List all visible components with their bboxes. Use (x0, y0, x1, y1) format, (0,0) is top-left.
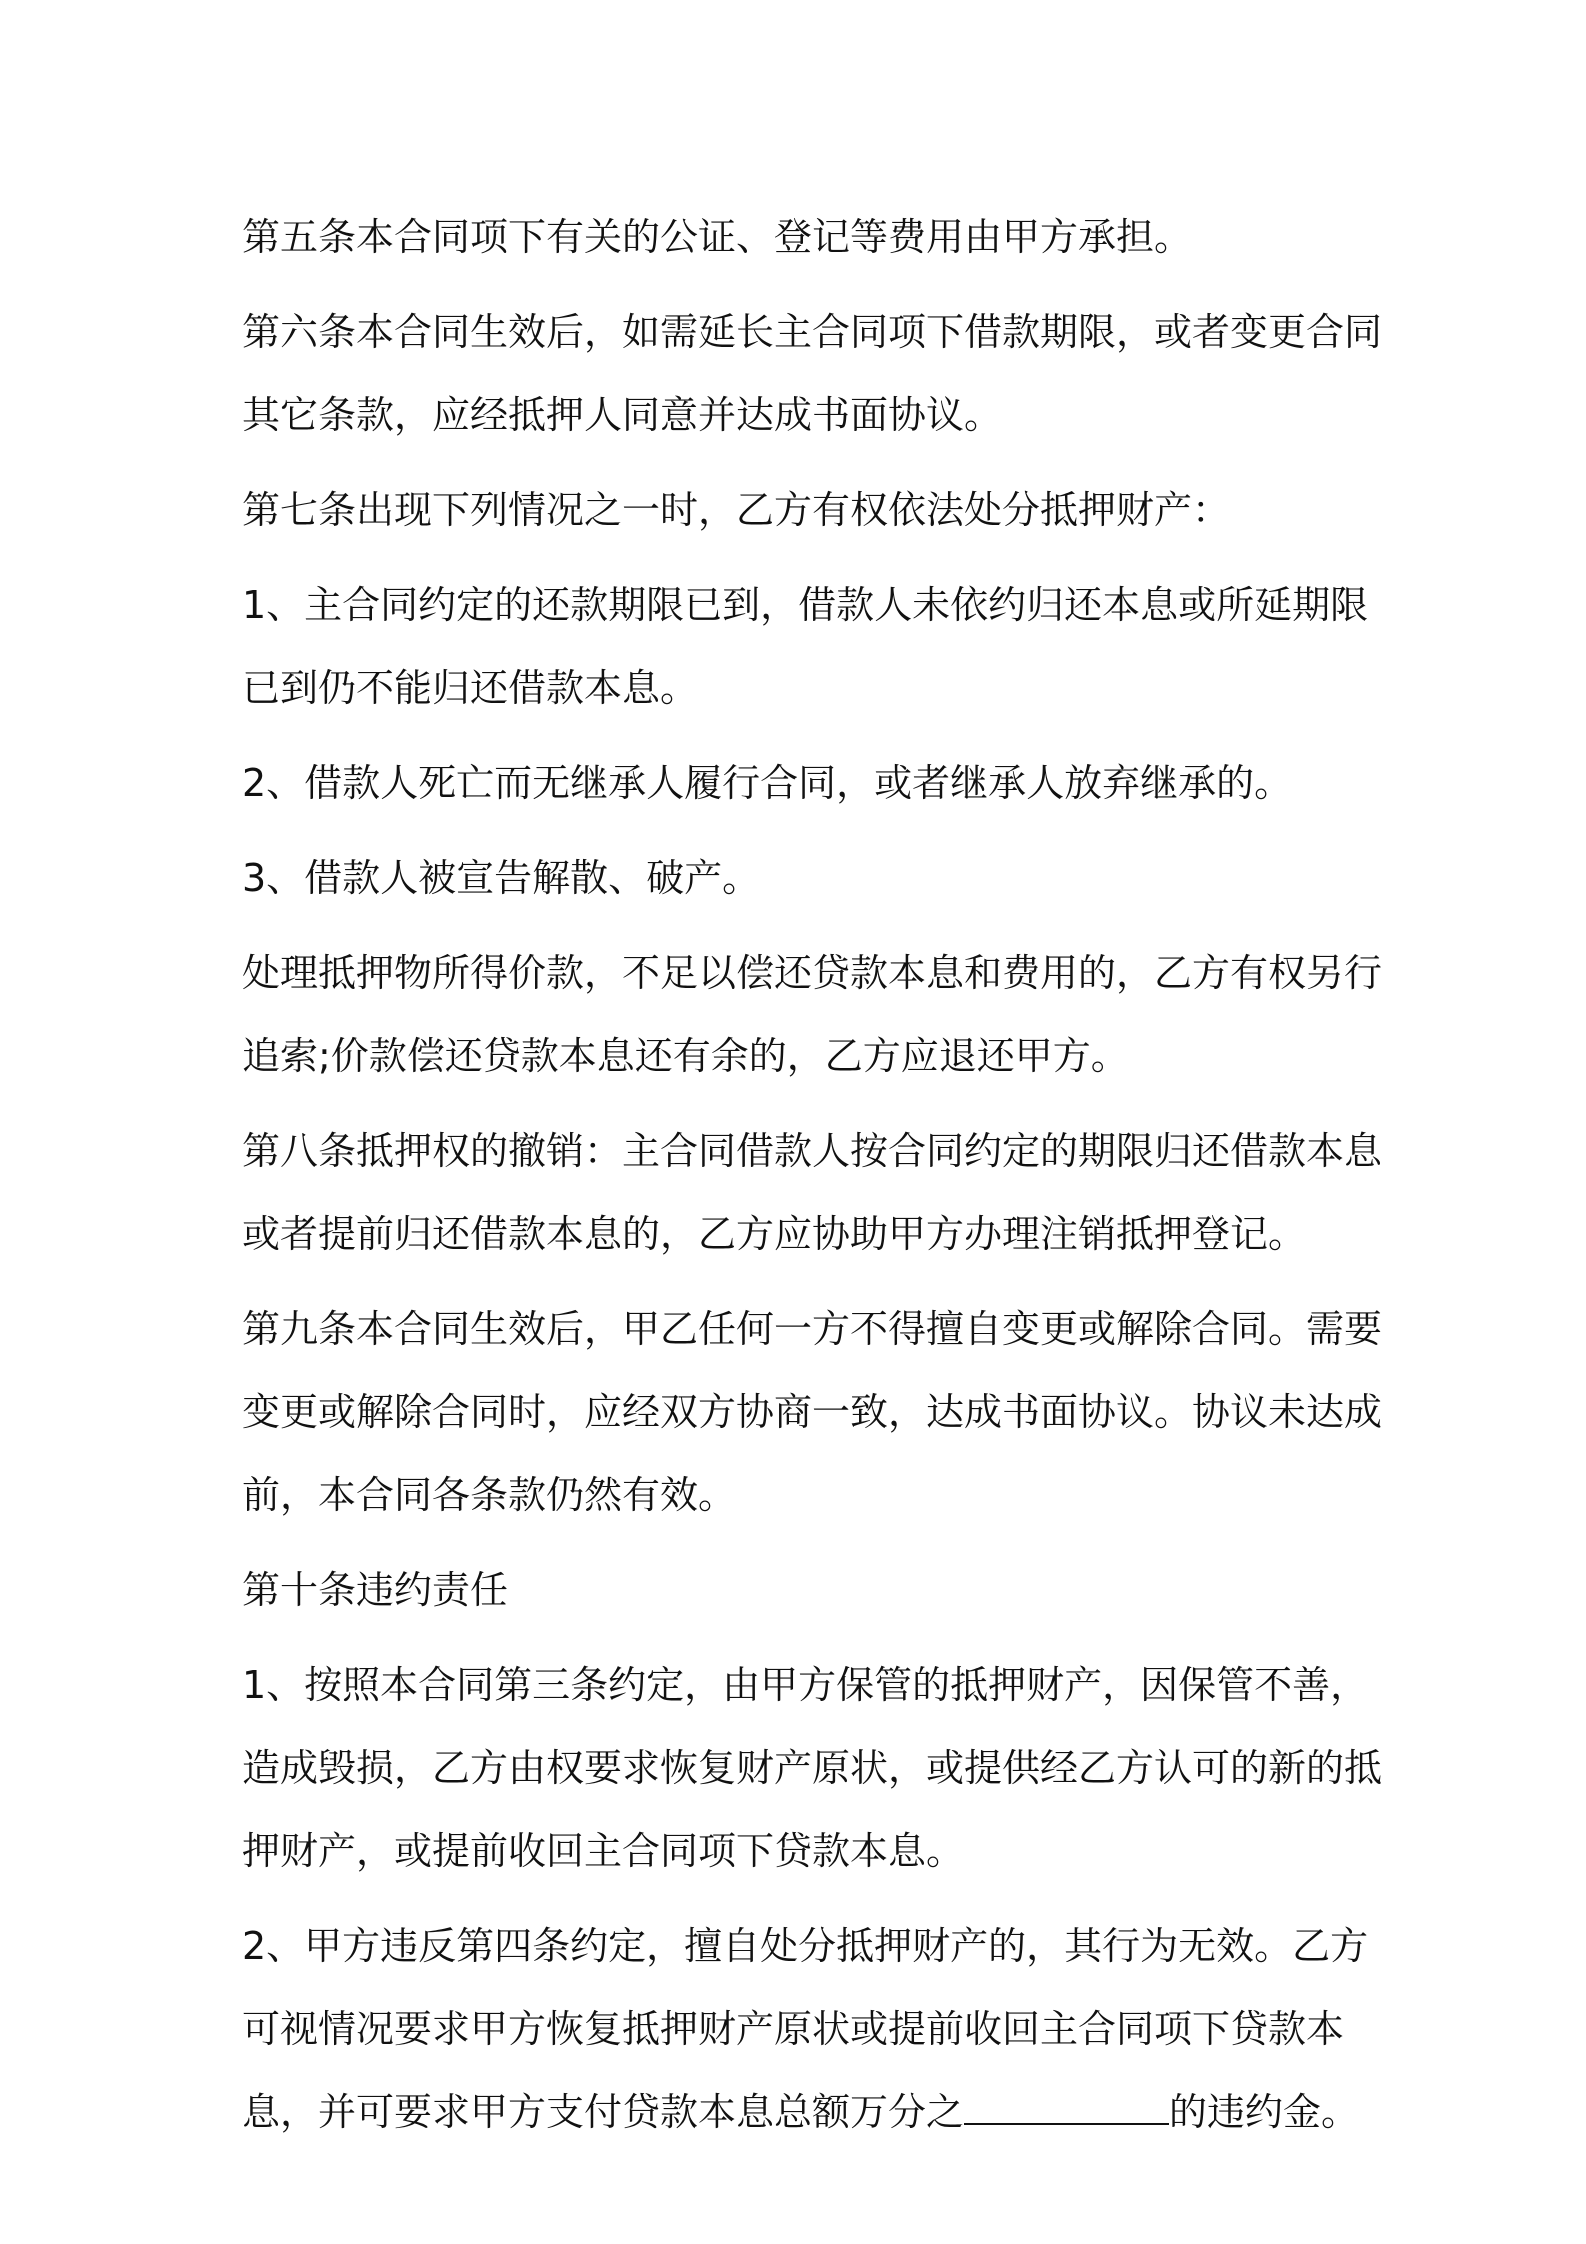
text-line: 前，本合同各条款仍然有效。 (242, 1473, 737, 1517)
article-7-item-2 (242, 742, 1362, 825)
text-line: 第八条抵押权的撤销：主合同借款人按合同约定的期限归还借款本息 (242, 1129, 1383, 1173)
article-9 (242, 1288, 1383, 1537)
text-line: 第六条本合同生效后，如需延长主合同项下借款期限，或者变更合同 (242, 310, 1383, 354)
text-line: 追索;价款偿还贷款本息还有余的，乙方应退还甲方。 (242, 1034, 1129, 1078)
article-7-proceeds (242, 932, 1383, 1098)
text-line: 或者提前归还借款本息的，乙方应协助甲方办理注销抵押登记。 (242, 1212, 1307, 1256)
text-segment: 的违约金。 (1169, 2090, 1360, 2134)
text-line: 2、借款人死亡而无继承人履行合同，或者继承人放弃继承的。 (242, 761, 1293, 805)
text-line: 处理抵押物所得价款，不足以偿还贷款本息和费用的，乙方有权另行 (242, 951, 1383, 995)
text-segment: 息，并可要求甲方支付贷款本息总额万分之 (242, 2090, 965, 2134)
text-line-with-blank (242, 2071, 1362, 2154)
text-line: 第七条出现下列情况之一时，乙方有权依法处分抵押财产： (242, 488, 1231, 532)
article-10-item-2 (242, 1905, 1369, 2154)
text-line: 3、借款人被宣告解散、破产。 (242, 856, 761, 900)
text-line: 1、主合同约定的还款期限已到，借款人未依约归还本息或所延期限 (242, 583, 1369, 627)
article-7-item-1 (242, 564, 1369, 730)
text-line: 其它条款，应经抵押人同意并达成书面协议。 (242, 393, 1003, 437)
text-line: 已到仍不能归还借款本息。 (242, 666, 699, 710)
article-10-item-1 (242, 1644, 1383, 1893)
text-line: 可视情况要求甲方恢复抵押财产原状或提前收回主合同项下贷款本 (242, 2007, 1345, 2051)
text-line: 第十条违约责任 (242, 1568, 509, 1612)
article-8 (242, 1110, 1383, 1276)
text-line: 2、甲方违反第四条约定，擅自处分抵押财产的，其行为无效。乙方 (242, 1924, 1369, 1968)
article-10-heading (242, 1549, 1362, 1632)
article-7-item-3 (242, 837, 1362, 920)
text-line: 第五条本合同项下有关的公证、登记等费用由甲方承担。 (242, 215, 1193, 259)
document-body (242, 196, 1383, 2166)
text-line: 第九条本合同生效后，甲乙任何一方不得擅自变更或解除合同。需要 (242, 1307, 1383, 1351)
article-5 (242, 196, 1362, 279)
text-line: 押财产，或提前收回主合同项下贷款本息。 (242, 1829, 965, 1873)
text-line: 1、按照本合同第三条约定，由甲方保管的抵押财产，因保管不善， (242, 1663, 1369, 1707)
text-line: 造成毁损，乙方由权要求恢复财产原状，或提供经乙方认可的新的抵 (242, 1746, 1383, 1790)
article-6 (242, 291, 1383, 457)
text-line: 变更或解除合同时，应经双方协商一致，达成书面协议。协议未达成 (242, 1390, 1383, 1434)
fill-in-blank (964, 2089, 1169, 2125)
article-7 (242, 469, 1362, 552)
